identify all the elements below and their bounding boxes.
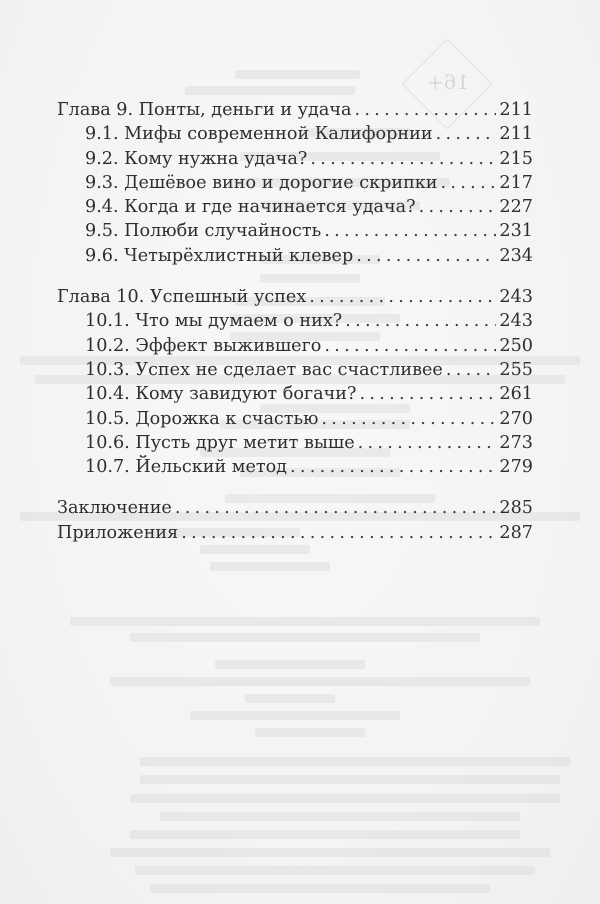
dot-leader bbox=[359, 382, 496, 406]
toc-page-number: 231 bbox=[499, 221, 533, 242]
dot-leader bbox=[175, 496, 497, 520]
toc-entry-title: 10.1. Что мы думаем о них? bbox=[85, 311, 343, 332]
toc-entry-title: 9.3. Дешёвое вино и дорогие скрипки bbox=[85, 172, 438, 193]
toc-entry-title: 10.6. Пусть друг метит выше bbox=[85, 432, 355, 453]
toc-conclusion bbox=[57, 496, 533, 520]
toc-section-9-6 bbox=[57, 244, 533, 268]
dot-leader bbox=[181, 521, 496, 545]
toc-page-number: 211 bbox=[499, 124, 533, 145]
dot-leader bbox=[356, 244, 496, 268]
toc-section-10-4 bbox=[57, 382, 533, 406]
toc-page-number: 234 bbox=[499, 245, 533, 266]
dot-leader bbox=[310, 147, 496, 171]
toc-entry-title: Глава 10. Успешный успех bbox=[57, 287, 307, 308]
dot-leader bbox=[324, 334, 496, 358]
dot-leader bbox=[290, 455, 496, 479]
dot-leader bbox=[345, 309, 496, 333]
toc-page-number: 243 bbox=[499, 311, 533, 332]
toc-page-number: 243 bbox=[499, 287, 533, 308]
dot-leader bbox=[419, 195, 497, 219]
toc-page-number: 217 bbox=[499, 172, 533, 193]
toc-page-number: 270 bbox=[499, 408, 533, 429]
dot-leader bbox=[309, 285, 496, 309]
toc-entry-title: Глава 9. Понты, деньги и удача bbox=[57, 100, 352, 120]
toc-entry-title: 9.1. Мифы современной Калифорнии bbox=[85, 124, 433, 145]
toc-entry-title: 9.4. Когда и где начинается удача? bbox=[85, 197, 416, 218]
dot-leader bbox=[358, 431, 497, 455]
toc-page-number: 215 bbox=[499, 148, 533, 169]
toc-page-number: 255 bbox=[499, 359, 533, 380]
toc-page-number: 261 bbox=[499, 384, 533, 405]
toc-section-9-1 bbox=[57, 122, 533, 146]
toc-entry-title: 9.5. Полюби случайность bbox=[85, 221, 322, 242]
spacer bbox=[57, 268, 533, 285]
toc-page-number: 211 bbox=[499, 100, 533, 120]
toc-entry-title: Заключение bbox=[57, 498, 172, 519]
age-rating-badge: 16+ bbox=[426, 70, 470, 94]
toc-chapter-10 bbox=[57, 285, 533, 309]
dot-leader bbox=[324, 219, 496, 243]
toc-entry-title: Приложения bbox=[57, 522, 179, 543]
toc-section-10-7 bbox=[57, 455, 533, 479]
toc-section-10-1 bbox=[57, 309, 533, 333]
dot-leader bbox=[446, 358, 497, 382]
dot-leader bbox=[441, 171, 497, 195]
toc-section-10-3 bbox=[57, 358, 533, 382]
toc-chapter-9 bbox=[57, 98, 533, 122]
toc-entry-title: 10.2. Эффект выжившего bbox=[85, 335, 322, 356]
toc-entry-title: 10.5. Дорожка к счастью bbox=[85, 408, 319, 429]
toc-section-10-2 bbox=[57, 334, 533, 358]
toc-section-9-5 bbox=[57, 219, 533, 243]
toc-entry-title: 10.7. Йельский метод bbox=[85, 457, 288, 478]
toc-page-number: 227 bbox=[499, 197, 533, 218]
toc-entry-title: 10.4. Кому завидуют богачи? bbox=[85, 384, 357, 405]
dot-leader bbox=[354, 98, 496, 122]
toc-section-9-4 bbox=[57, 195, 533, 219]
dot-leader bbox=[436, 122, 497, 146]
toc-page-number: 279 bbox=[499, 457, 533, 478]
spacer bbox=[57, 479, 533, 496]
toc-page-number: 250 bbox=[499, 335, 533, 356]
toc-section-9-3 bbox=[57, 171, 533, 195]
toc-page-number: 287 bbox=[499, 522, 533, 543]
toc-page-number: 273 bbox=[499, 432, 533, 453]
toc-appendices bbox=[57, 521, 533, 545]
dot-leader bbox=[321, 407, 496, 431]
toc-entry-title: 9.6. Четырёхлистный клевер bbox=[85, 245, 354, 266]
table-of-contents bbox=[57, 98, 533, 545]
toc-section-9-2 bbox=[57, 147, 533, 171]
toc-entry-title: 9.2. Кому нужна удача? bbox=[85, 148, 308, 169]
toc-section-10-5 bbox=[57, 407, 533, 431]
toc-page-number: 285 bbox=[499, 498, 533, 519]
toc-section-10-6 bbox=[57, 431, 533, 455]
toc-entry-title: 10.3. Успех не сделает вас счастливее bbox=[85, 359, 443, 380]
